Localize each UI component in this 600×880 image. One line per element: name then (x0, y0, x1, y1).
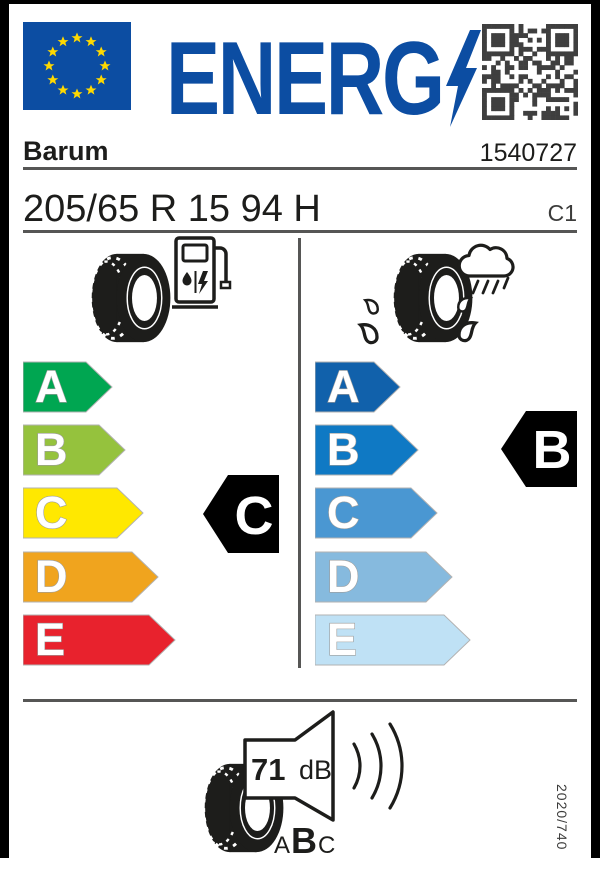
svg-text:D: D (327, 551, 360, 602)
wet-grade-arrow (315, 487, 437, 538)
svg-text:B: B (532, 420, 572, 480)
noise-rule (23, 699, 577, 702)
energy-logo-text: ENERG (166, 21, 443, 137)
noise-class-scale (274, 820, 336, 862)
svg-text:C: C (234, 486, 274, 546)
article-number: 1540727 (479, 139, 577, 167)
svg-text:C: C (327, 487, 360, 538)
fuel-grade-arrow (23, 614, 175, 665)
wet-rating-indicator (500, 410, 578, 488)
fuel-efficiency-scale (23, 360, 193, 668)
wet-grade-arrow (315, 361, 400, 412)
eu-flag (23, 22, 131, 110)
water-splash-icon (362, 298, 380, 316)
fuel-rating-indicator (202, 474, 280, 554)
size-rule (23, 230, 577, 233)
header-rule (23, 167, 577, 170)
rain-lines (473, 278, 508, 293)
fuel-grade-arrow (23, 551, 158, 602)
wet-grade-arrow (315, 551, 452, 602)
noise-class-c: C (318, 832, 337, 859)
wet-grade-arrow (315, 614, 470, 665)
lightning-bolt-icon (444, 30, 482, 128)
regulation-number: 2020/740 (554, 784, 570, 851)
wet-grade-arrow (315, 424, 418, 475)
label-border-left (0, 0, 9, 858)
fuel-grade-arrow (23, 424, 125, 475)
tire-class: C1 (547, 200, 577, 226)
noise-class-a: A (274, 832, 292, 859)
sound-waves-icon (348, 714, 428, 818)
qr-code (482, 24, 578, 120)
svg-text:D: D (35, 551, 68, 602)
tire-icon (84, 250, 180, 346)
label-border-top (0, 0, 600, 4)
scales-divider (298, 238, 301, 668)
svg-text:E: E (327, 614, 358, 665)
tire-size: 205/65 R 15 94 H (23, 188, 321, 230)
rain-cloud-icon (452, 236, 530, 298)
svg-text:B: B (35, 424, 68, 475)
noise-class-b: B (291, 820, 319, 861)
svg-text:A: A (35, 361, 68, 412)
water-splash-icon (456, 320, 480, 344)
svg-text:A: A (327, 361, 360, 412)
brand-name: Barum (23, 136, 109, 166)
fuel-grade-arrow (23, 361, 112, 412)
label-border-right (591, 0, 600, 858)
noise-db-unit: dB (299, 755, 333, 785)
noise-db-value: 71 (251, 752, 286, 787)
fuel-grade-arrow (23, 487, 143, 538)
svg-text:E: E (35, 614, 66, 665)
water-splash-icon (456, 296, 474, 314)
wet-grip-scale (315, 360, 485, 668)
fuel-pump-icon (172, 236, 232, 320)
svg-text:C: C (35, 487, 68, 538)
water-splash-icon (356, 322, 380, 346)
svg-text:B: B (327, 424, 360, 475)
